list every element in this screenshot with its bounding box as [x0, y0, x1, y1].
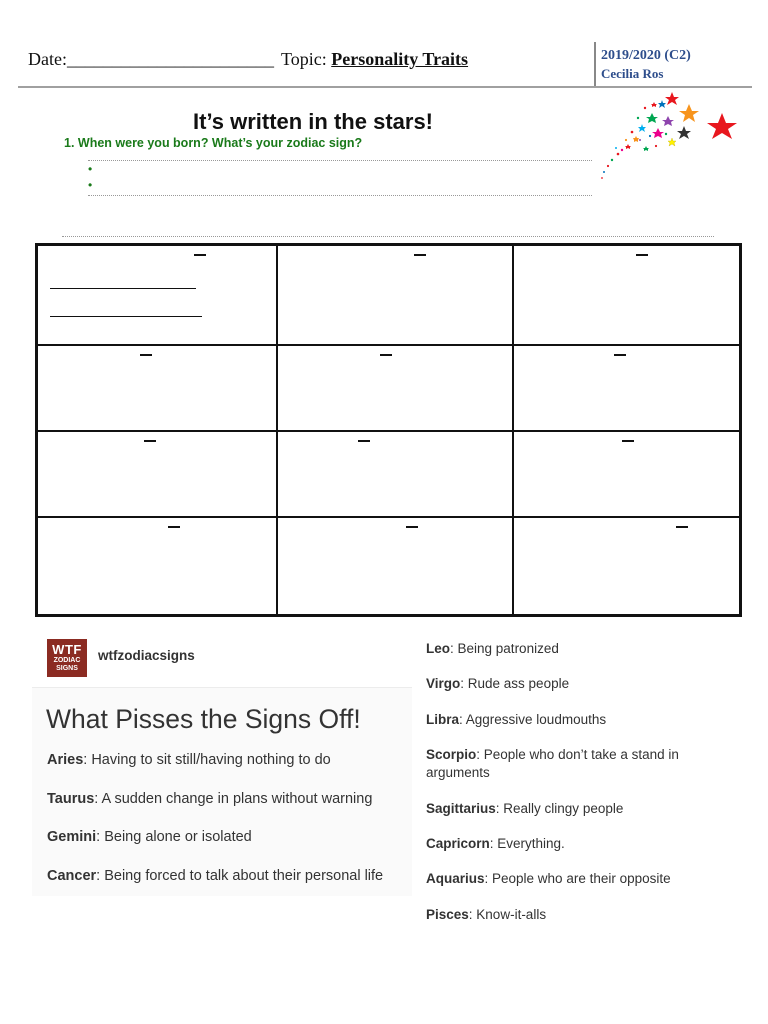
sign-entry: [426, 640, 716, 658]
answer-line[interactable]: [88, 195, 592, 196]
sign-text: : Having to sit still/having nothing to do: [83, 752, 331, 768]
cell-dash: [614, 354, 626, 356]
cell-dash: [140, 354, 152, 356]
sign-name: Gemini: [47, 829, 97, 845]
zodiac-cell[interactable]: [37, 245, 277, 345]
sign-text: : Aggressive loudmouths: [459, 712, 607, 727]
sign-name: Aries: [47, 752, 84, 768]
sign-name: Pisces: [426, 907, 469, 922]
sign-text: : Really clingy people: [495, 801, 624, 816]
sign-name: Leo: [426, 641, 451, 656]
sign-text: : Being alone or isolated: [96, 829, 252, 845]
sign-text: : People who are their opposite: [484, 871, 671, 886]
topic-value: Personality Traits: [331, 49, 469, 69]
zodiac-cell[interactable]: [513, 517, 740, 615]
sign-text: : People who don’t take a stand in arguments: [426, 747, 679, 780]
answer-line[interactable]: [62, 236, 714, 237]
header-divider: [594, 42, 596, 86]
sign-name: Virgo: [426, 676, 461, 691]
zodiac-grid: [35, 243, 742, 617]
wtf-zodiac-logo: [47, 639, 87, 677]
sign-text: : Being patronized: [450, 641, 559, 656]
cell-dash: [636, 254, 648, 256]
cell-dash: [168, 526, 180, 528]
sign-text: : Being forced to talk about their personal life: [96, 868, 384, 884]
zodiac-cell[interactable]: [513, 245, 740, 345]
cell-dash: [144, 440, 156, 442]
sign-name: Aquarius: [426, 871, 485, 886]
cell-dash: [414, 254, 426, 256]
author-name: Cecilia Ros: [601, 66, 664, 81]
answer-bullet: •: [88, 162, 93, 176]
sign-text: : A sudden change in plans without warning: [94, 791, 373, 807]
sign-text: : Know-it-alls: [468, 907, 547, 922]
zodiac-cell[interactable]: [37, 345, 277, 431]
header-meta: [601, 47, 691, 82]
worksheet-header: [0, 0, 768, 90]
zodiac-cell[interactable]: [277, 245, 513, 345]
zodiac-cell[interactable]: [37, 517, 277, 615]
logo-text: SIGNS: [56, 665, 78, 672]
zodiac-image-left: [32, 634, 412, 896]
zodiac-cell[interactable]: [277, 517, 513, 615]
school-year: 2019/2020 (C2): [601, 48, 691, 63]
shooting-stars-icon: [598, 88, 748, 183]
logo-text: ZODIAC: [53, 657, 81, 664]
zodiac-cell[interactable]: [513, 345, 740, 431]
cell-answer-line: [50, 316, 202, 317]
sign-text: : Rude ass people: [460, 676, 570, 691]
sign-entry: [426, 800, 716, 818]
sign-name: Libra: [426, 712, 460, 727]
topic-label: Topic:: [281, 49, 327, 69]
cell-dash: [380, 354, 392, 356]
sign-entry: [426, 870, 716, 888]
cell-dash: [406, 526, 418, 528]
answer-line[interactable]: [88, 160, 592, 161]
sign-name: Scorpio: [426, 747, 477, 762]
image-title: What Pisses the Signs Off!: [46, 704, 361, 734]
sign-entry: [47, 752, 331, 768]
cell-dash: [676, 526, 688, 528]
sign-entry: [426, 675, 716, 693]
zodiac-cell[interactable]: [277, 345, 513, 431]
sign-name: Sagittarius: [426, 801, 496, 816]
image-header: [32, 634, 412, 688]
zodiac-cell[interactable]: [37, 431, 277, 517]
sign-name: Taurus: [47, 791, 95, 807]
sign-entry: [426, 711, 716, 729]
sign-entry: [47, 868, 383, 884]
account-name: wtfzodiacsigns: [98, 648, 195, 663]
zodiac-image-right: [412, 634, 712, 934]
date-field[interactable]: Date:_______________________: [28, 49, 274, 69]
question-1: 1. When were you born? What’s your zodiac sign?: [64, 136, 363, 150]
logo-text: WTF: [52, 642, 82, 657]
sign-entry: [426, 906, 716, 924]
zodiac-cell[interactable]: [513, 431, 740, 517]
zodiac-cell[interactable]: [277, 431, 513, 517]
cell-dash: [194, 254, 206, 256]
sign-entry: [47, 829, 252, 845]
cell-dash: [358, 440, 370, 442]
worksheet-title: It’s written in the stars!: [193, 109, 434, 134]
sign-entry: [47, 791, 372, 807]
sign-entry: [426, 835, 716, 853]
sign-entry: [426, 746, 716, 782]
cell-dash: [622, 440, 634, 442]
sign-name: Capricorn: [426, 836, 490, 851]
sign-name: Cancer: [47, 868, 97, 884]
cell-answer-line: [50, 288, 196, 289]
answer-bullet: •: [88, 178, 93, 192]
topic-line: [281, 49, 468, 70]
sign-text: : Everything.: [489, 836, 565, 851]
